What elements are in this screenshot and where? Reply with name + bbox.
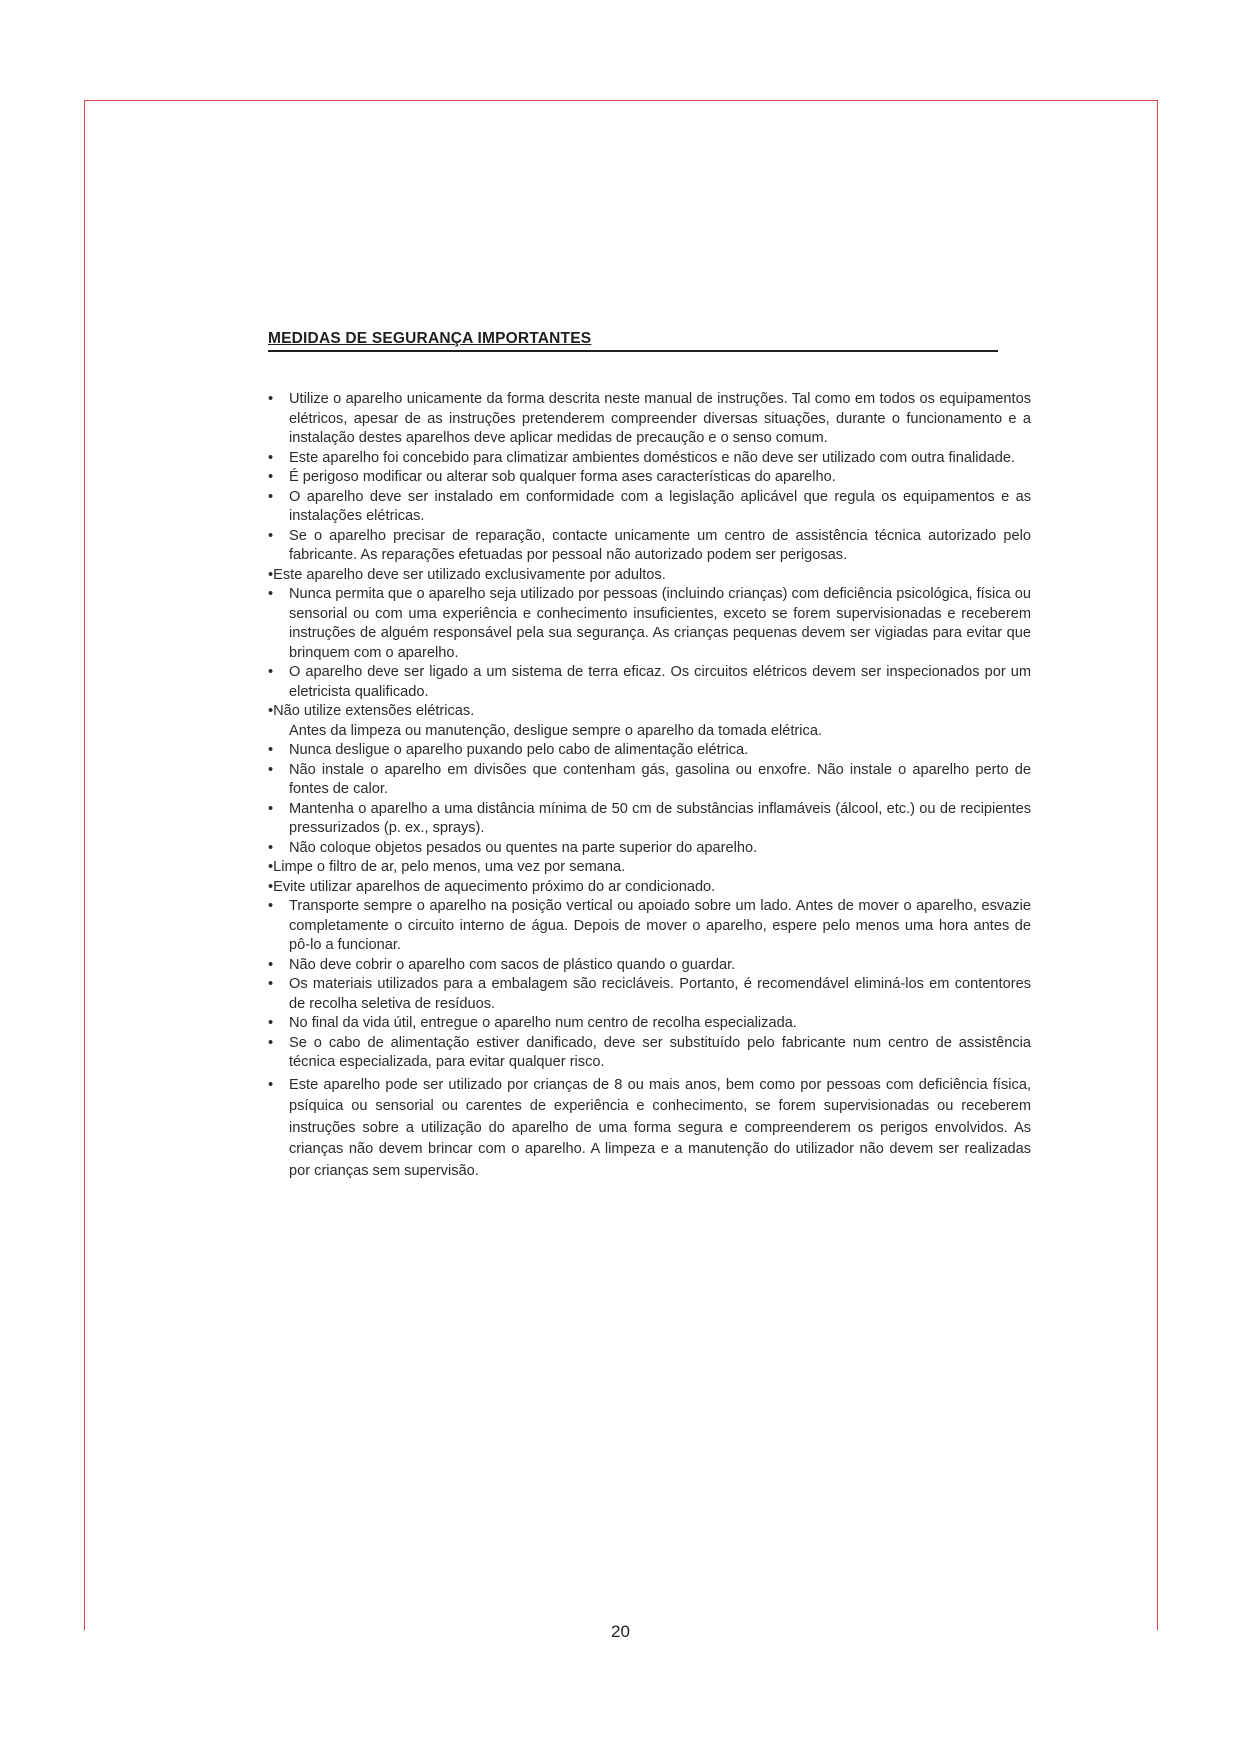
safety-instruction-item: •Este aparelho deve ser utilizado exclusivamente por adultos. bbox=[268, 566, 666, 583]
safety-instruction-item: •Não utilize extensões elétricas. bbox=[268, 703, 475, 719]
safety-instruction-item: • Os materiais utilizados para a embalagem são recicláveis. Portanto, é recomendável eliminá-los em contentores de recolha seletiva de resíduos. bbox=[268, 975, 1031, 1014]
section-title-text: MEDIDAS DE SEGURANÇA IMPORTANTES bbox=[268, 330, 592, 347]
safety-instruction-item: • Utilize o aparelho unicamente da forma descrita neste manual de instruções. Tal como em todos os equipamentos elétricos, apesar de as instruções pretenderem compreender diversas situações, durante o funcionamento e a instalação destes aparelhos deve aplicar medidas de precaução e o senso comum. bbox=[268, 390, 1031, 449]
safety-instruction-item: • Nunca desligue o aparelho puxando pelo cabo de alimentação elétrica. bbox=[268, 741, 1031, 761]
safety-instruction-item: •Limpe o filtro de ar, pelo menos, uma vez por semana. bbox=[268, 859, 626, 875]
page-number: 20 bbox=[611, 1622, 630, 1641]
safety-instruction-item: • Nunca permita que o aparelho seja utilizado por pessoas (incluindo crianças) com deficiência psicológica, física ou sensorial ou com uma experiência e conhecimento insuficientes, exceto se forem supervisionadas e receberem instruções de alguém responsável pela sua segurança. As crianças pequenas devem ser vigiadas para evitar que brinquem com o aparelho. bbox=[268, 585, 1031, 663]
safety-instruction-item: • Se o aparelho precisar de reparação, contacte unicamente um centro de assistência técnica autorizado pelo fabricante. As reparações efetuadas por pessoal não autorizado podem ser perigosas. bbox=[268, 527, 1031, 566]
title-underline-rule bbox=[268, 350, 998, 352]
safety-instruction-item: • É perigoso modificar ou alterar sob qualquer forma ases características do aparelho. bbox=[268, 468, 1031, 488]
safety-instruction-item: • Se o cabo de alimentação estiver danificado, deve ser substituído pelo fabricante num centro de assistência técnica especializada, para evitar qualquer risco. bbox=[268, 1034, 1031, 1073]
section-title bbox=[268, 330, 1031, 352]
safety-instruction-item: • Transporte sempre o aparelho na posição vertical ou apoiado sobre um lado. Antes de mover o aparelho, esvazie completamente o circuito interno de água. Depois de mover o aparelho, espere pelo menos uma hora antes de pô-lo a funcionar. bbox=[268, 897, 1031, 956]
safety-instructions-list bbox=[268, 390, 1031, 1182]
safety-section bbox=[268, 330, 1031, 1182]
safety-instruction-item: •Evite utilizar aparelhos de aquecimento próximo do ar condicionado. bbox=[268, 878, 716, 895]
safety-instruction-item: • Este aparelho pode ser utilizado por crianças de 8 ou mais anos, bem como por pessoas com deficiência física, psíquica ou sensorial ou carentes de experiência e conhecimento, se forem supervisionadas ou receberem instruções sobre a utilização do aparelho de uma forma segura e compreenderem os perigos envolvidos. As crianças não devem brincar com o aparelho. A limpeza e a manutenção do utilizador não devem ser realizadas por crianças sem supervisão. bbox=[268, 1075, 1031, 1183]
safety-instruction-item: Antes da limpeza ou manutenção, desligue sempre o aparelho da tomada elétrica. bbox=[289, 722, 822, 739]
safety-instruction-item: • O aparelho deve ser instalado em conformidade com a legislação aplicável que regula os equipamentos e as instalações elétricas. bbox=[268, 488, 1031, 527]
safety-instruction-item: • Este aparelho foi concebido para climatizar ambientes domésticos e não deve ser utilizado com outra finalidade. bbox=[268, 449, 1031, 469]
safety-instruction-item: • Não instale o aparelho em divisões que contenham gás, gasolina ou enxofre. Não instale o aparelho perto de fontes de calor. bbox=[268, 761, 1031, 800]
safety-instruction-item: • Não deve cobrir o aparelho com sacos de plástico quando o guardar. bbox=[268, 956, 1031, 976]
safety-instruction-item: • O aparelho deve ser ligado a um sistema de terra eficaz. Os circuitos elétricos devem ser inspecionados por um eletricista qualificado. bbox=[268, 663, 1031, 702]
safety-instruction-item: • Não coloque objetos pesados ou quentes na parte superior do aparelho. bbox=[268, 839, 1031, 859]
safety-instruction-item: • Mantenha o aparelho a uma distância mínima de 50 cm de substâncias inflamáveis (álcool, etc.) ou de recipientes pressurizados (p. ex., sprays). bbox=[268, 800, 1031, 839]
safety-instruction-item: • No final da vida útil, entregue o aparelho num centro de recolha especializada. bbox=[268, 1014, 1031, 1034]
